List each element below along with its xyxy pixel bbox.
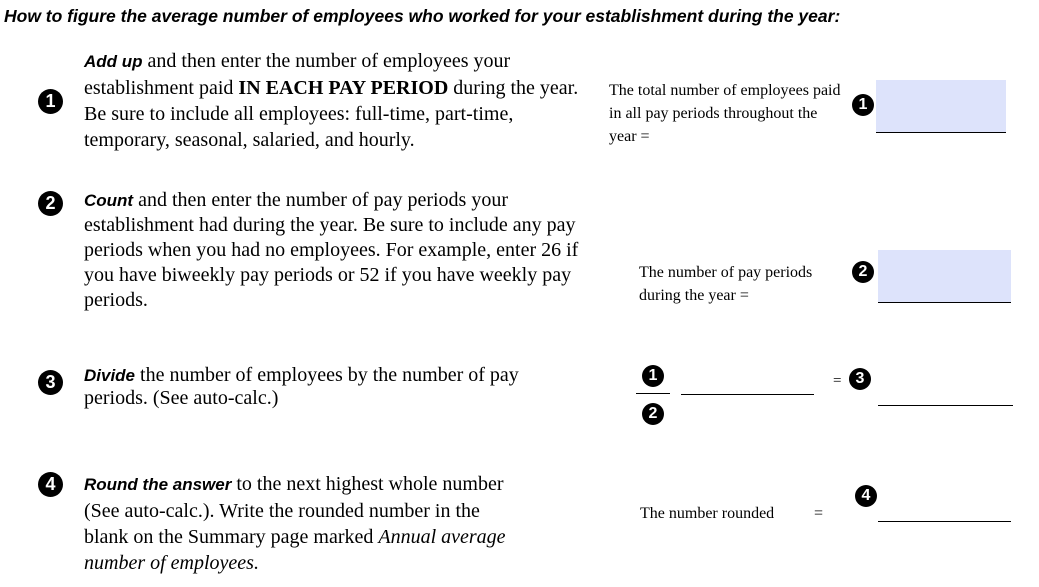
step-4-field-reference: Annual average number of employees. [84, 526, 506, 574]
field-1-number-icon: 1 [852, 94, 874, 116]
division-blank [681, 372, 814, 395]
step-3-lead: Divide [84, 366, 136, 385]
rounded-label: The number rounded [640, 505, 775, 522]
numerator-number-icon: 1 [642, 365, 664, 387]
rounded-equals-sign: = [814, 505, 824, 522]
step-2-number-icon: 2 [38, 191, 63, 216]
denominator-number-icon: 2 [642, 403, 664, 425]
total-employees-label: The total number of employees paid in all pay periods throughout the year = [609, 82, 841, 145]
step-2-lead: Count [84, 191, 134, 210]
field-2-number-icon: 2 [852, 261, 874, 283]
pay-periods-label: The number of pay periods during the year = [639, 264, 813, 304]
step-1-text-a: and then enter the number of employees your establishment paid [84, 50, 511, 99]
step-3-instructions [84, 364, 554, 409]
step-1-instructions [84, 48, 579, 153]
result-number-icon: 3 [849, 368, 871, 390]
step-4-number-icon: 4 [38, 472, 63, 497]
rounded-result-field[interactable] [878, 497, 1011, 522]
step-4-instructions [84, 471, 514, 576]
step-4-text: to the next highest whole number (See auto-calc.). Write the rounded number in the blank on the Summary page marked [84, 473, 504, 548]
step-3-number-icon: 3 [38, 370, 63, 395]
equals-sign: = [833, 373, 842, 389]
pay-periods-field[interactable] [878, 250, 1011, 303]
fraction-bar [636, 393, 670, 394]
average-result-field[interactable] [878, 380, 1013, 406]
step-1-number-icon: 1 [38, 89, 63, 114]
rounded-number-icon: 4 [855, 485, 877, 507]
total-employees-field[interactable] [876, 80, 1006, 133]
step-1-text-b: during the year. Be sure to include all employees: full-time, part-time, temporary, seasonal, salaried, and hourly. [84, 77, 579, 151]
step-1-emphasis: IN EACH PAY PERIOD [238, 77, 449, 99]
step-2-instructions [84, 188, 579, 313]
page-heading: How to figure the average number of employees who worked for your establishment during the year: [4, 6, 841, 26]
step-2-text: and then enter the number of pay periods your establishment had during the year. Be sure to include any pay periods when you had no employees. For example, enter 26 if you have biweekly pay periods or 52 if you have weekly pay periods. [84, 189, 579, 311]
step-4-lead: Round the answer [84, 475, 232, 494]
step-3-text: the number of employees by the number of pay periods. (See auto-calc.) [84, 364, 519, 409]
step-1-lead: Add up [84, 52, 143, 71]
